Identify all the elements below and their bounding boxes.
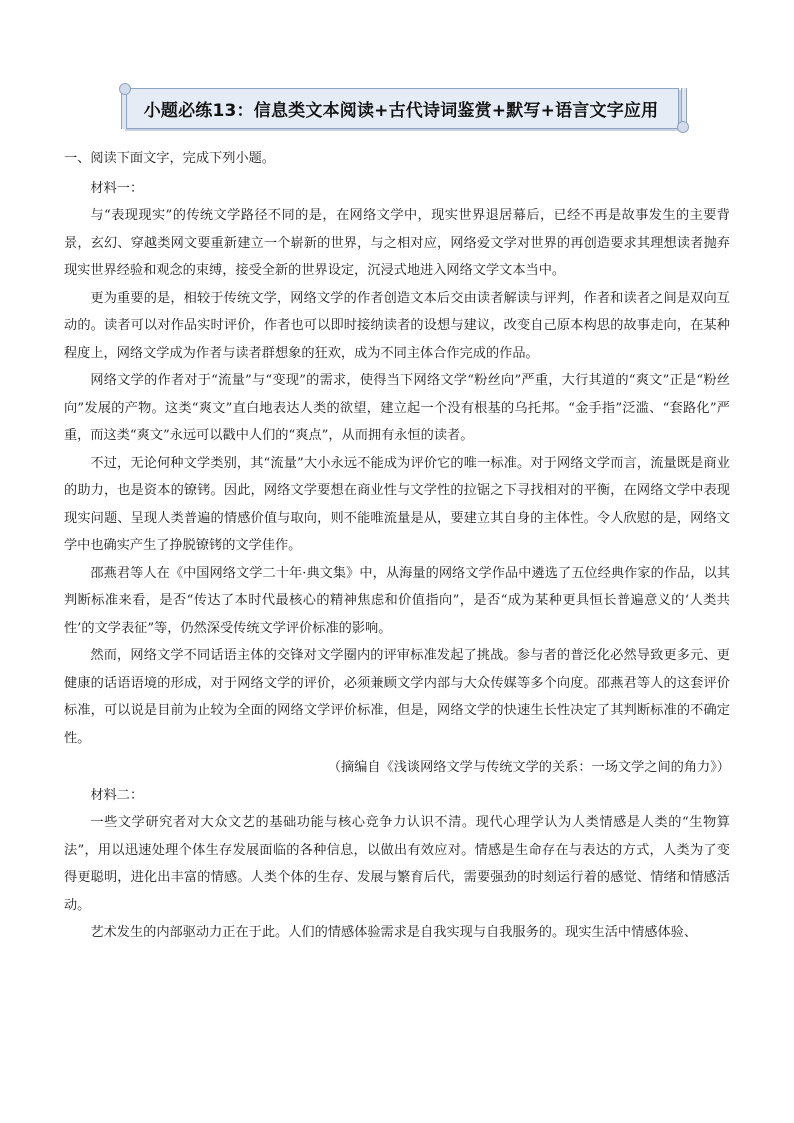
scroll-curl-top-left	[119, 83, 131, 95]
material1-label: 材料一：	[90, 180, 144, 196]
scroll-curl-bottom-right	[677, 121, 689, 133]
material1-paragraph: 然而，网络文学不同话语主体的交锋对文学圈内的评审标准发起了挑战。参与者的普泛化必然导致更多元、更健康的话语语境的形成，对于网络文学的评价，必须兼顾文学内部与大众传媒等多个向度。邵燕君等人的这套评价标准，可以说是目前为止较为全面的网络文学评价标准，但是，网络文学的快速生长性决定了其判断标准的不确定性。	[64, 648, 730, 746]
material2-label: 材料二：	[90, 787, 144, 803]
material1-paragraph: 与“表现现实”的传统文学路径不同的是，在网络文学中，现实世界退居幕后，已经不再是故事发生的主要背景，玄幻、穿越类网文要重新建立一个崭新的世界，与之相对应，网络爱文学对世界的再创造要求其理想读者抛弃现实世界经验和观念的束缚，接受全新的世界设定，沉浸式地进入网络文学文本当中。	[64, 208, 730, 278]
title-scroll	[123, 88, 679, 129]
material1-paragraph: 不过，无论何种文学类别，其“流量”大小永远不能成为评价它的唯一标准。对于网络文学而言，流量既是商业的助力，也是资本的镣铐。因此，网络文学要想在商业性与文学性的拉锯之下寻找相对的平衡，在网络文学中表现现实问题、呈现人类普遍的情感价值与取向，则不能唯流量是从，要建立其自身的主体性。令人欣慰的是，网络文学中也确实产生了挣脱镣铐的文学佳作。	[64, 455, 730, 553]
document-body	[64, 145, 730, 947]
material2-paragraph: 艺术发生的内部驱动力正在于此。人们的情感体验需求是自我实现与自我服务的。现实生活中情感体验、	[90, 925, 698, 940]
question-prompt: 一、阅读下面文字，完成下列小题。	[64, 151, 275, 166]
material1-paragraph: 邵燕君等人在《中国网络文学二十年·典文集》中，从海量的网络文学作品中遴选了五位经典作家的作品，以其判断标准来看，是否“传达了本时代最核心的精神焦虑和价值指向”，是否“成为某种更具恒长普遍意义的‘人类共性’的文学表征”等，仍然深受传统文学评价标准的影响。	[64, 565, 730, 636]
document-title: 小题必练13：信息类文本阅读+古代诗词鉴赏+默写+语言文字应用	[143, 101, 659, 121]
material1-source: （摘编自《浅谈网络文学与传统文学的关系：一场文学之间的角力》）	[327, 760, 730, 775]
material1-paragraph: 更为重要的是，相较于传统文学，网络文学的作者创造文本后交由读者解读与评判，作者和读者之间是双向互动的。读者可以对作品实时评价，作者也可以即时接纳读者的设想与建议，改变自己原本构思的故事走向，在某种程度上，网络文学成为作者与读者群想象的狂欢，成为不同主体合作完成的作品。	[64, 290, 730, 361]
title-banner	[119, 83, 689, 133]
material1-paragraph: 网络文学的作者对于“流量”与“变现”的需求，使得当下网络文学“粉丝向”严重，大行其道的“爽文”正是“粉丝向”发展的产物。这类“爽文”直白地表达人类的欲望，建立起一个没有根基的乌托邦。“金手指”泛滥、“套路化”严重，而这类“爽文”永远可以戳中人们的“爽点”，从而拥有永恒的读者。	[64, 373, 730, 443]
material2-paragraph: 一些文学研究者对大众文艺的基础功能与核心竞争力认识不清。现代心理学认为人类情感是人类的“生物算法”，用以迅速处理个体生存发展面临的各种信息，以做出有效应对。情感是生命存在与表达的方式，人类为了变得更聪明，进化出丰富的情感。人类个体的生存、发展与繁育后代，需要强劲的时刻运行着的感觉、情绪和情感活动。	[64, 815, 730, 913]
